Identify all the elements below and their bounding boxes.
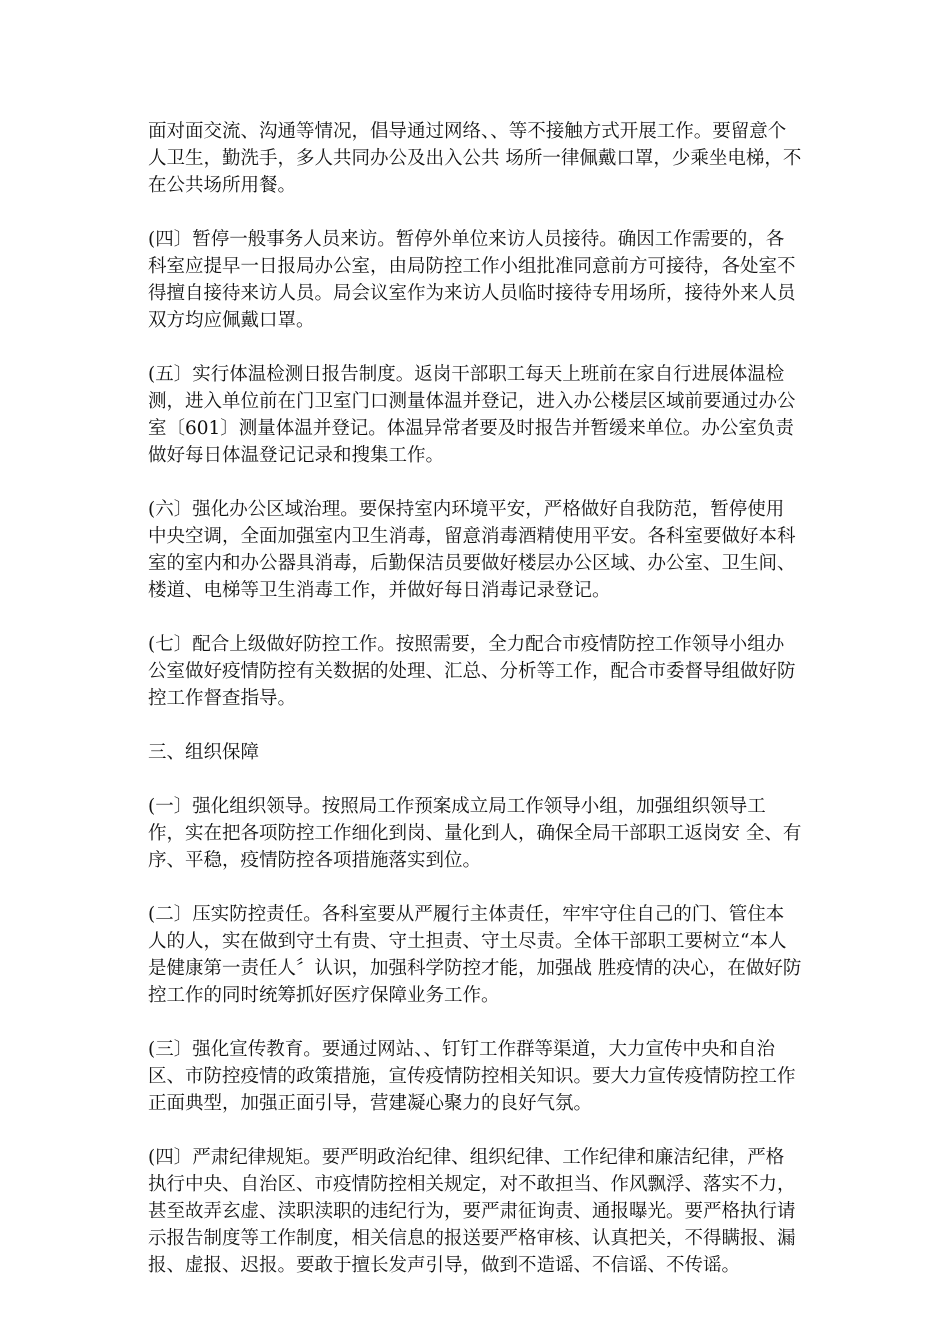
paragraph-leadership: (一〕强化组织领导。按照局工作预案成立局工作领导小组，加强组织领导工作，实在把各项防控工作细化到岗、量化到人，确保全局干部职工返岗安 全、有序、平稳，疫情防控各项措施落实到位。 (148, 796, 802, 871)
paragraph-office-management: (六〕强化办公区域治理。要保持室内环境平安，严格做好自我防范，暂停使用中央空调，全面加强室内卫生消毒，留意消毒酒精使用平安。各科室要做好本科室的室内和办公器具消毒，后勤保洁员要做好楼层办公区域、办公室、卫生间、楼道、电梯等卫生消毒工作，并做好每日消毒记录登记。 (148, 499, 796, 601)
section-heading-organization: 三、组织保障 (148, 742, 260, 763)
paragraph-cooperation: (七〕配合上级做好防控工作。按照需要，全力配合市疫情防控工作领导小组办公室做好疫情防控有关数据的处理、汇总、分析等工作，配合市委督导组做好防控工作督查指导。 (148, 634, 796, 709)
paragraph-temperature-reporting: (五〕实行体温检测日报告制度。返岗干部职工每天上班前在家自行进展体温检测，进入单位前在门卫室门口测量体温并登记，进入办公楼层区域前要通过办公室〔601〕测量体温并登记。体温异常者要及时报告并暂缓来单位。办公室负责做好每日体温登记记录和搜集工作。 (148, 364, 796, 466)
paragraph-publicity: (三〕强化宣传教育。要通过网站、、钉钉工作群等渠道，大力宣传中央和自治区、市防控疫情的政策措施，宣传疫情防控相关知识。要大力宣传疫情防控工作正面典型，加强正面引导，营建凝心聚力的良好气氛。 (148, 1039, 796, 1114)
paragraph-discipline: (四〕严肃纪律规矩。要严明政治纪律、组织纪律、工作纪律和廉洁纪律，严格执行中央、自治区、市疫情防控相关规定，对不敢担当、作风飘浮、落实不力，甚至故弄玄虚、渎职渎职的违纪行为，要严肃征询责、通报曝光。要严格执行请示报告制度等工作制度，相关信息的报送要严格审核、认真把关，不得瞒报、漏报、虚报、迟报。要敢于擅长发声引导，做到不造谣、不信谣、不传谣。 (148, 1147, 796, 1276)
paragraph-visitor-suspension: (四〕暂停一般事务人员来访。暂停外单位来访人员接待。确因工作需要的，各科室应提早一日报局办公室，由局防控工作小组批准同意前方可接待，各处室不得擅自接待来访人员。局会议室作为来访人员临时接待专用场所，接待外来人员双方均应佩戴口罩。 (148, 229, 796, 331)
paragraph-contact-guidance: 面对面交流、沟通等情况，倡导通过网络、、等不接触方式开展工作。要留意个人卫生，勤洗手，多人共同办公及出入公共 场所一律佩戴口罩，少乘坐电梯，不在公共场所用餐。 (148, 121, 802, 196)
paragraph-responsibility: (二〕压实防控责任。各科室要从严履行主体责任，牢牢守住自己的门、管住本人的人，实在做到守土有贵、守土担责、守土尽责。全体干部职工要树立“本人是健康第一责任人〞认识，加强科学防控才能，加强战 胜疫情的决心，在做好防控工作的同时统筹抓好医疗保障业务工作。 (148, 904, 802, 1006)
document-body (148, 118, 802, 1306)
